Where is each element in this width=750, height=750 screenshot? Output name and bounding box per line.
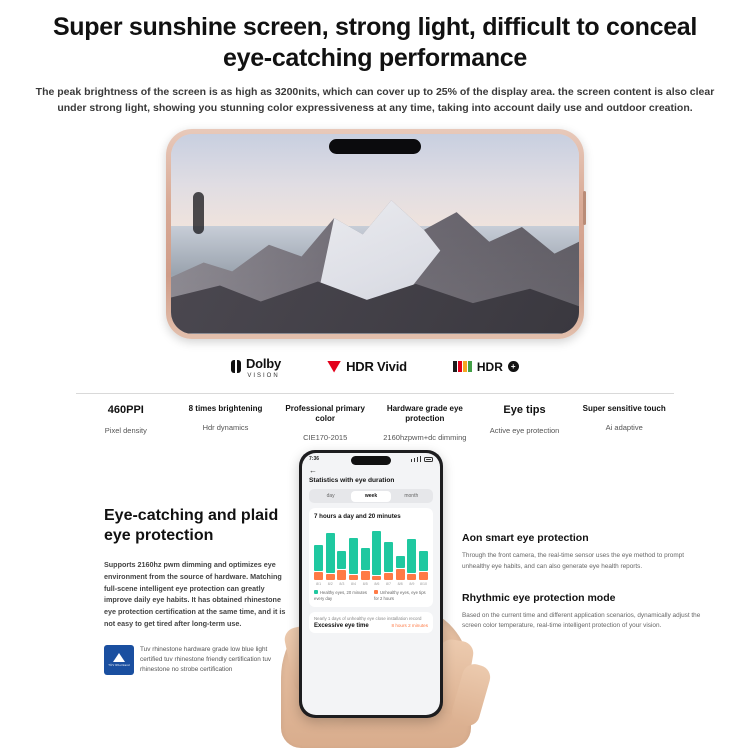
spec-title: 8 times brightening [188,403,263,413]
spec-item [275,404,375,443]
right-paragraph-1: Through the front camera, the real-time sensor uses the eye method to prompt unhealthy eye habits, and can also generate eye health reports. [462,552,685,570]
phone-screen-ui [302,453,440,715]
spec-desc: Ai adaptive [605,422,643,432]
dolby-sub-label: VISION [247,372,280,379]
hdr-vivid-label: HDR Vivid [346,359,407,374]
status-time: 7:36 [309,456,320,463]
tab-week[interactable]: week [351,491,391,502]
dolby-vision-logo [231,355,281,379]
spec-desc: 2160hzpwm+dc dimming [383,432,467,442]
dolby-label: Dolby [245,355,282,371]
right-heading-2: Rhythmic eye protection mode [462,591,616,604]
chart-bar [372,531,381,580]
back-arrow-icon[interactable]: ← [309,466,317,476]
hdr10-plus-logo [453,360,519,374]
eye-protection-section [0,450,750,742]
chart-bar [314,545,323,580]
spec-title: 460PPI [107,403,144,416]
phone-display [171,134,579,334]
tuv-rheinland-icon [104,645,134,675]
spec-title: Eye tips [503,403,546,416]
chart-bar [337,551,346,580]
period-tabs[interactable] [309,489,433,503]
excessive-eye-time-row[interactable] [309,612,433,633]
usage-chart-card [309,508,433,606]
hero-phone-image [166,129,584,339]
chart-bar [326,533,335,580]
chart-bar [349,538,358,580]
cert-text: Tuv rhinestone hardware grade low blue light certified tuv rhinestone friendly certification tuv rhinestone no strobe certification [140,646,272,674]
notch [351,456,391,465]
right-text-block [462,532,710,631]
spec-desc: Active eye protection [489,426,560,436]
spec-item [574,404,674,433]
certification-block [104,645,290,675]
divider [76,393,674,394]
spec-title: Super sensitive touch [582,403,666,413]
chart-bar [384,542,393,580]
notch [329,139,421,154]
spec-strip [76,404,674,443]
phone-mockup [299,450,443,718]
row-subtitle: Nearly 1 days of unhealthy eye close installation record [314,615,422,621]
power-button [583,191,586,225]
hdr10-plus-label: + [508,361,519,372]
right-paragraph-2: Based on the current time and different application scenarios, dynamically adjust the screen color temperature, real-time intelligent protection of your vision. [462,611,701,629]
chart-legend [314,590,428,601]
left-text-block [104,506,290,675]
tab-month[interactable]: month [404,493,419,500]
screen-title: Statistics with eye duration [309,477,395,485]
hand-holding-phone [299,450,451,740]
chart-bar [419,551,428,580]
left-heading: Eye-catching and plaid eye protection [104,507,279,544]
hdr10-bars-icon [453,361,472,372]
page-title: Super sunshine screen, strong light, difficult to conceal eye-catching performance [52,13,698,72]
row-value: 8 hours 2 minutes [391,622,428,628]
phone-frame [166,129,584,339]
spec-desc: Hdr dynamics [202,422,249,432]
tab-day[interactable]: day [326,493,335,500]
spec-title: Professional primary color [285,403,365,423]
hdr-vivid-logo [327,359,407,374]
cert-badge-label: TÜV Rheinland [108,663,130,668]
chart-bar [361,548,370,580]
spec-title: Hardware grade eye protection [386,403,463,423]
legend-item-unhealthy: Unhealthy eyes, eye tips for 2 hours [374,590,426,601]
battery-icon [424,457,433,462]
spec-item [475,404,575,437]
chart-bar [407,539,416,580]
spec-desc: CIE170-2015 [303,432,348,442]
spec-item [375,404,475,443]
hdr-vivid-mark-icon [327,361,341,373]
chart-title: 7 hours a day and 20 minutes [314,513,401,521]
certification-logos [0,355,750,379]
spec-item [76,404,176,437]
usage-bar-chart [314,526,428,580]
spec-desc: Pixel density [104,426,147,436]
front-camera-icon [193,192,204,234]
signal-icon [411,456,422,462]
spec-item [176,404,276,433]
dolby-mark-icon [231,360,241,373]
left-paragraph: Supports 2160hz pwm dimming and optimizes eye environment from the source of hardware. Matching full-scene intelligent eye protection can greatly improve daily eye habits. It has obtained rhinestone eye protection certification at the same time, and it is not easy to get tired after long-term use. [104,560,286,628]
page-subtitle: The peak brightness of the screen is as high as 3200nits, which can cover up to 25% of the display area. the screen content is also clear under strong light, showing you stunning color expressiveness at any time, taking into account daily use and outdoor creation. [35,86,715,114]
right-heading-1: Aon smart eye protection [462,532,589,545]
chart-bar [396,556,405,580]
row-title: Excessive eye time [314,622,369,629]
hdr10-label: HDR [476,359,503,374]
chart-x-axis-labels: 8/1 8/2 8/3 8/4 8/5 8/6 8/7 8/8 8/9 8/10 [316,582,427,587]
legend-item-healthy: Healthy eyes, 20 minutes every day [314,590,368,601]
